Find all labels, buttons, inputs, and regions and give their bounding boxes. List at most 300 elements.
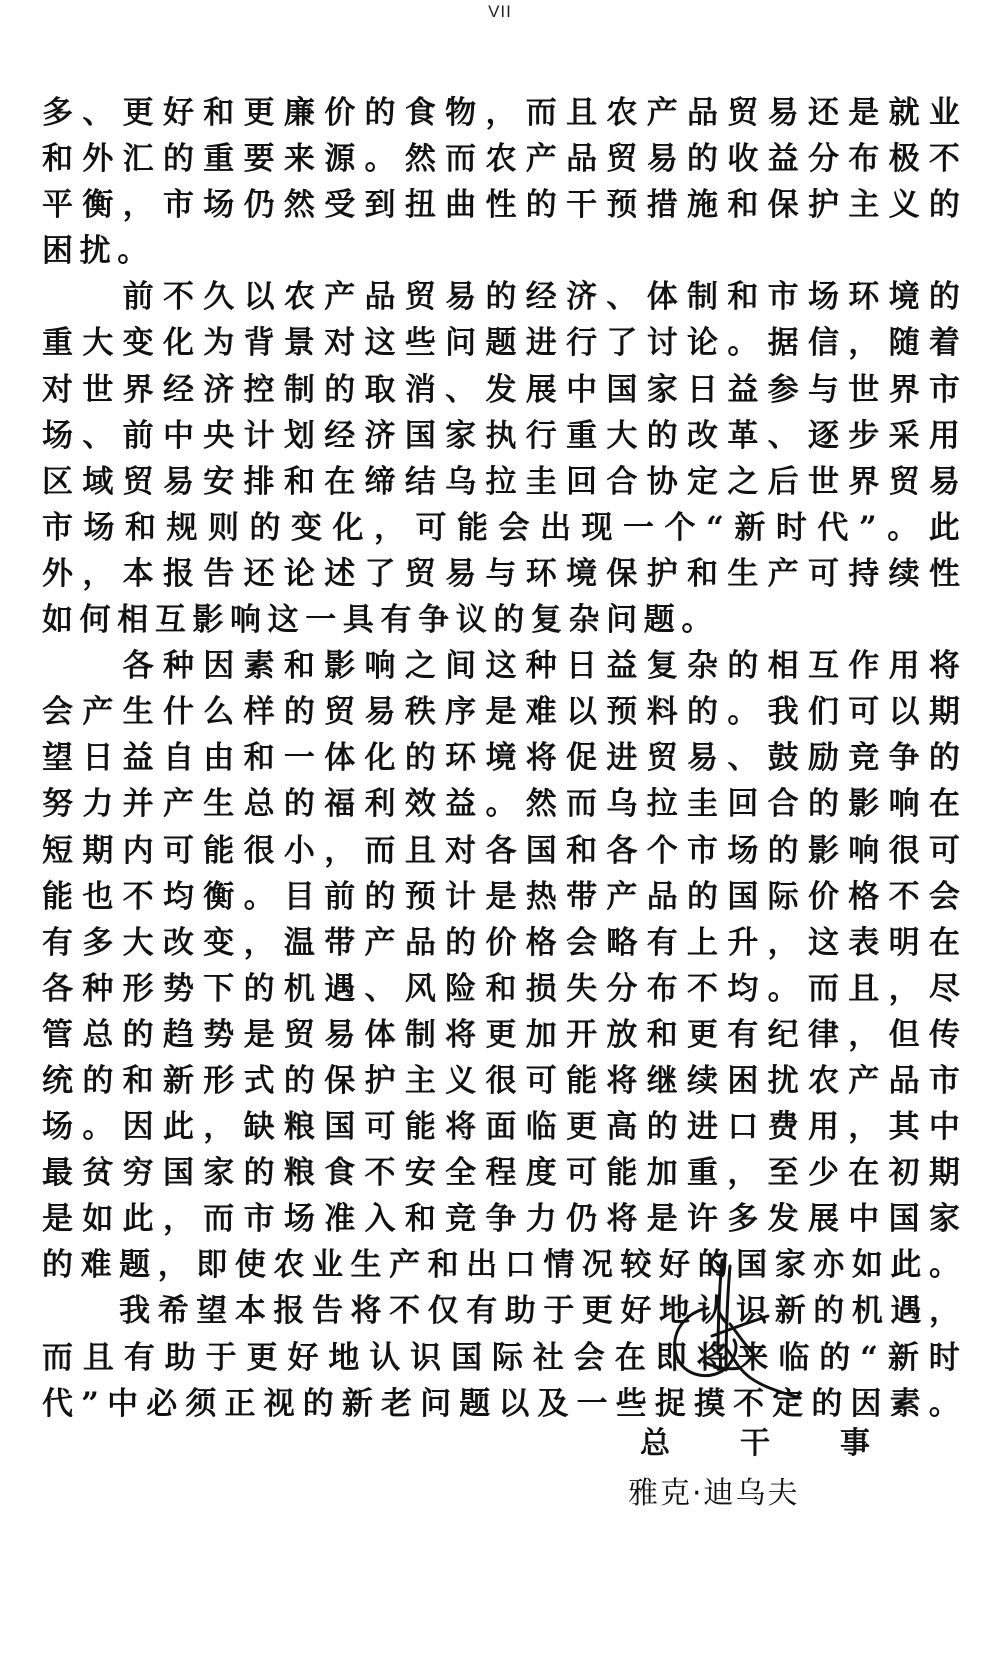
text-char: 措	[646, 187, 678, 224]
text-char: 安	[203, 463, 235, 500]
text-line	[42, 413, 960, 459]
text-char: 场	[807, 279, 839, 316]
text-char: 贫	[82, 1155, 114, 1192]
text-char: 贸	[324, 694, 356, 731]
text-char: 汇	[122, 141, 154, 178]
text-char: 杂	[568, 602, 607, 639]
text-char: 很	[485, 1062, 517, 1099]
text-char: 生	[727, 555, 759, 592]
text-char: 如	[42, 602, 80, 639]
text-char: 还	[243, 555, 275, 592]
text-char: 期	[82, 832, 114, 869]
text-char: 、	[82, 95, 114, 131]
text-char: 不	[162, 279, 194, 316]
text-char: 对	[324, 325, 356, 362]
text-char: 初	[888, 1155, 920, 1192]
text-char: 遇	[324, 970, 356, 1007]
text-char: 而	[525, 95, 557, 131]
text-char: 要	[243, 141, 275, 178]
signatory-name: 雅克·迪乌夫	[628, 1476, 800, 1511]
text-char: 以	[888, 694, 920, 731]
text-char: 况	[581, 1247, 613, 1284]
text-line	[42, 1196, 960, 1242]
text-char: 必	[146, 1385, 178, 1422]
text-char: 多	[727, 1201, 759, 1238]
text-char: 什	[162, 694, 194, 731]
text-char: 将	[696, 1339, 728, 1376]
text-char: 为	[203, 325, 235, 362]
text-char: 日	[687, 371, 718, 408]
text-char: 体	[324, 740, 356, 777]
text-char: 缺	[243, 1109, 275, 1146]
text-char: 逐	[807, 417, 839, 454]
text-char: 困	[727, 1062, 759, 1099]
text-char: 更	[581, 1293, 613, 1330]
text-char: 世	[807, 463, 839, 500]
text-char: 然	[525, 786, 557, 823]
text-char: 制	[283, 371, 315, 408]
text-char: 而	[42, 1339, 73, 1376]
text-line	[42, 505, 960, 551]
text-char: ，	[374, 509, 405, 546]
text-char: 较	[620, 1247, 652, 1284]
text-char: 更	[246, 1339, 278, 1376]
text-char: 我	[767, 694, 799, 731]
text-char: 义	[888, 187, 920, 224]
text-char: 不	[687, 970, 718, 1007]
text-char: 易	[445, 279, 477, 316]
text-char: “	[706, 509, 724, 546]
text-char: 在	[614, 1339, 646, 1376]
title-char: 事	[840, 1426, 870, 1461]
text-char: “	[860, 1339, 878, 1376]
paragraph	[42, 1288, 960, 1426]
text-char: 保	[767, 187, 799, 224]
text-char: 下	[203, 970, 235, 1007]
text-char: 变	[291, 509, 322, 546]
text-char: 展	[807, 1201, 839, 1238]
text-char: 问	[445, 325, 477, 362]
text-char: 间	[445, 648, 477, 685]
text-char: 进	[525, 325, 557, 362]
text-char: 可	[364, 1109, 396, 1146]
text-char: 有	[42, 924, 73, 961]
text-char: 期	[928, 1155, 960, 1192]
text-char: 市	[767, 279, 799, 316]
text-char: 济	[566, 279, 598, 316]
text-char: ，	[727, 1155, 759, 1192]
text-char: 纪	[767, 1016, 799, 1053]
text-char: ，	[157, 1247, 189, 1284]
text-char: 生	[122, 694, 154, 731]
text-char: 环	[525, 555, 557, 592]
text-char: 国	[525, 832, 557, 869]
text-char: 而	[203, 1201, 235, 1238]
text-char: 市	[162, 187, 194, 224]
text-char: 因	[203, 648, 235, 685]
text-char: 和	[203, 95, 235, 131]
text-char: 的	[928, 187, 960, 224]
text-char: 对	[445, 832, 477, 869]
text-char: 很	[243, 832, 275, 869]
text-char: 仅	[427, 1293, 459, 1330]
text-char: 。	[243, 878, 275, 915]
text-char: 论	[687, 325, 718, 362]
text-char: 望	[196, 1293, 228, 1330]
text-char: 如	[82, 1201, 114, 1238]
text-char: 消	[404, 371, 436, 408]
text-char: 以	[566, 694, 598, 731]
text-char: 、	[767, 417, 799, 454]
text-line	[42, 90, 960, 136]
text-char: 以	[243, 279, 275, 316]
text-char: 的	[813, 1293, 845, 1330]
text-char: 安	[404, 1155, 436, 1192]
text-char: 一	[623, 509, 654, 546]
text-char: 一	[305, 602, 343, 639]
text-char: 捉	[654, 1385, 686, 1422]
text-char: 亦	[813, 1247, 845, 1284]
text-char: 发	[767, 1201, 799, 1238]
text-char: 、	[82, 417, 114, 454]
page-number: VII	[488, 2, 512, 21]
text-char: 度	[525, 1155, 557, 1192]
text-char: 竞	[848, 740, 880, 777]
text-line	[42, 1058, 960, 1104]
text-char: 外	[82, 141, 114, 178]
text-char: 国	[606, 371, 638, 408]
text-char: 争	[418, 602, 456, 639]
text-char: 少	[807, 1155, 839, 1192]
text-char: 短	[42, 832, 73, 869]
text-char: 种	[162, 648, 194, 685]
text-char: 济	[203, 371, 235, 408]
text-char: 的	[646, 1109, 678, 1146]
text-char: 的	[811, 1385, 843, 1422]
text-char: 来	[737, 1339, 769, 1376]
text-char: 国	[162, 1155, 194, 1192]
text-char: 。	[887, 509, 919, 546]
text-char: 失	[566, 970, 598, 1007]
text-char: 代	[817, 509, 849, 546]
text-line	[42, 136, 960, 182]
text-char: 内	[122, 832, 154, 869]
text-char: 易	[687, 740, 718, 777]
text-char: 产	[767, 555, 799, 592]
text-char: 希	[157, 1293, 189, 1330]
text-char: 种	[525, 648, 557, 685]
text-char: 和	[727, 279, 759, 316]
text-char	[42, 1288, 73, 1334]
text-char: 农	[273, 1247, 305, 1284]
text-char: 复	[530, 602, 569, 639]
text-char: 。	[928, 1385, 960, 1422]
text-char: 的	[485, 279, 517, 316]
text-char: 的	[302, 1385, 334, 1422]
text-char: 的	[404, 740, 436, 777]
text-char: 执	[485, 417, 517, 454]
text-char: 和	[283, 648, 315, 685]
text-char: 划	[283, 417, 315, 454]
text-char: 产	[848, 1062, 880, 1099]
text-char: 界	[888, 371, 920, 408]
text-char: 明	[888, 924, 920, 961]
text-char: 和	[687, 555, 718, 592]
text-char: 风	[404, 970, 436, 1007]
title-char: 干	[740, 1426, 770, 1461]
text-char: 协	[646, 463, 678, 500]
text-char: 市	[928, 371, 960, 408]
text-char: 行	[525, 417, 557, 454]
text-char: 励	[807, 740, 839, 777]
text-char: 是	[243, 1016, 275, 1053]
text-char: 如	[851, 1247, 883, 1284]
text-char: 平	[42, 187, 73, 224]
text-char: 。	[727, 694, 759, 731]
text-char: 重	[203, 141, 235, 178]
text-char: 将	[445, 1016, 477, 1053]
text-char: 背	[243, 325, 275, 362]
text-char: 贸	[404, 555, 436, 592]
text-char: 能	[566, 1062, 598, 1099]
text-char: 和	[125, 509, 156, 546]
text-char: 议	[455, 602, 494, 639]
text-char: 采	[888, 417, 920, 454]
text-char: 序	[445, 694, 477, 731]
text-char: 缔	[364, 463, 396, 500]
text-char: 的	[364, 95, 396, 131]
text-char: 持	[848, 555, 880, 592]
text-char: 变	[203, 924, 235, 961]
text-char: 体	[646, 279, 678, 316]
text-char: 程	[485, 1155, 517, 1192]
text-char: 的	[42, 1247, 73, 1284]
text-char: 的	[697, 1247, 729, 1284]
text-char: 乌	[606, 786, 638, 823]
text-char: 和	[404, 1201, 436, 1238]
text-char: 区	[42, 463, 73, 500]
text-char: 时	[928, 1339, 960, 1376]
text-char: 地	[328, 1339, 360, 1376]
text-char: 对	[42, 371, 73, 408]
text-char: 了	[364, 555, 396, 592]
text-char: 前	[324, 878, 356, 915]
text-char: 是	[485, 694, 517, 731]
text-char: 和	[42, 141, 73, 178]
text-char: 告	[311, 1293, 343, 1330]
text-char: 遇	[890, 1293, 922, 1330]
text-char: 各	[42, 970, 73, 1007]
text-char: 的	[493, 602, 531, 639]
text-char: 难	[525, 694, 557, 731]
text-char: 期	[928, 694, 960, 731]
text-char: 趋	[162, 1016, 194, 1053]
text-char: 素	[243, 648, 275, 685]
text-char: 产	[525, 141, 557, 178]
text-char: 在	[324, 463, 356, 500]
text-char: ”	[81, 1385, 99, 1422]
text-char: 题	[643, 602, 682, 639]
text-char: 场	[283, 1201, 315, 1238]
text-char: 计	[445, 878, 477, 915]
text-char: 题	[459, 1385, 491, 1422]
text-char: 些	[404, 325, 436, 362]
text-char: 杂	[687, 648, 718, 685]
text-char: 易	[767, 95, 799, 131]
text-char: 外	[42, 555, 73, 592]
text-char: 中	[848, 1201, 880, 1238]
text-char: 价	[324, 95, 356, 131]
text-char: 入	[364, 1201, 396, 1238]
text-char: 日	[82, 740, 114, 777]
text-char: 干	[566, 187, 598, 224]
text-char: 市	[42, 509, 73, 546]
text-char: ，	[485, 95, 517, 131]
text-char: 何	[79, 602, 118, 639]
text-char: 而	[364, 832, 396, 869]
text-char: 。	[364, 141, 396, 178]
text-char: 且	[82, 1339, 114, 1376]
handwritten-signature	[668, 1250, 810, 1402]
text-char: 大	[82, 325, 114, 362]
text-char: 能	[404, 1109, 436, 1146]
text-char: 传	[928, 1016, 960, 1053]
text-char: 个	[664, 509, 696, 546]
text-line	[42, 874, 960, 920]
text-char: ”	[858, 509, 877, 546]
text-char: 场	[83, 509, 115, 546]
text-char: 助	[164, 1339, 196, 1376]
text-char	[42, 643, 73, 689]
text-char: 价	[485, 924, 517, 961]
text-char: 了	[606, 325, 638, 362]
text-char: 保	[324, 1062, 356, 1099]
text-char: 衡	[82, 187, 114, 224]
text-char: 产	[324, 279, 356, 316]
text-char: 扰	[79, 233, 118, 270]
text-char: 。	[485, 786, 517, 823]
text-char: 种	[82, 970, 114, 1007]
text-char: 可	[928, 832, 960, 869]
text-char: 益	[122, 740, 154, 777]
text-char: 将	[606, 1201, 638, 1238]
text-char: 衡	[203, 878, 235, 915]
text-char: 大	[122, 924, 154, 961]
text-char: 努	[42, 786, 73, 823]
text-char: 的	[525, 187, 557, 224]
text-char: 互	[154, 602, 193, 639]
text-char: 即	[196, 1247, 228, 1284]
text-char: 产	[646, 95, 678, 131]
text-char: 的	[928, 740, 960, 777]
text-char: 革	[727, 417, 759, 454]
text-char: 的	[243, 1155, 275, 1192]
text-line	[42, 320, 960, 366]
text-char: 是	[42, 1201, 73, 1238]
text-char: 和	[243, 740, 275, 777]
text-char: 中	[928, 1109, 960, 1146]
text-char: 扭	[404, 187, 436, 224]
text-line	[42, 367, 960, 413]
text-char: ，	[928, 1293, 960, 1330]
text-char: 。	[727, 325, 759, 362]
text-char: 机	[283, 970, 315, 1007]
text-char: 会	[573, 1339, 605, 1376]
text-line	[42, 228, 960, 274]
text-char: 回	[566, 463, 598, 500]
text-char: 福	[324, 786, 356, 823]
text-char: 一	[576, 1385, 608, 1422]
text-char: 义	[445, 1062, 477, 1099]
text-char: 更	[243, 95, 275, 131]
text-line	[42, 735, 960, 781]
text-char: 进	[687, 1109, 718, 1146]
text-char: 响	[848, 832, 880, 869]
text-char: ，	[324, 832, 356, 869]
text-line	[42, 1335, 960, 1381]
text-char: 全	[445, 1155, 477, 1192]
text-char: 还	[807, 95, 839, 131]
text-char: 境	[566, 555, 598, 592]
text-char: 。	[82, 1109, 114, 1146]
text-char: 的	[82, 1062, 114, 1099]
text-char: 贸	[646, 740, 678, 777]
text-char: 于	[543, 1293, 575, 1330]
text-char: 的	[928, 279, 960, 316]
text-char: 将	[525, 740, 557, 777]
text-char: 升	[727, 924, 759, 961]
text-char: 将	[928, 648, 960, 685]
text-char: 的	[445, 924, 477, 961]
text-char: 以	[498, 1385, 530, 1422]
text-char: ，	[243, 924, 275, 961]
text-char: 制	[687, 279, 718, 316]
text-char: 化	[364, 740, 396, 777]
text-char: 报	[273, 1293, 305, 1330]
text-char: 的	[819, 1339, 851, 1376]
text-char: 视	[263, 1385, 295, 1422]
text-char: 重	[566, 417, 598, 454]
text-char: 的	[283, 694, 315, 731]
text-char: 续	[687, 1062, 718, 1099]
text-char: 境	[485, 740, 517, 777]
text-char: 收	[727, 141, 759, 178]
text-char: 须	[185, 1385, 217, 1422]
text-char: 此	[890, 1247, 922, 1284]
text-char: 些	[615, 1385, 647, 1422]
text-char: 好	[287, 1339, 319, 1376]
text-char: 的	[727, 648, 759, 685]
text-line	[42, 597, 960, 643]
text-char: 境	[888, 279, 920, 316]
text-char: 制	[404, 1016, 436, 1053]
text-char: 然	[404, 141, 436, 178]
text-char: 定	[772, 1385, 804, 1422]
text-char: 施	[687, 187, 718, 224]
text-line	[42, 551, 960, 597]
text-char: 样	[243, 694, 275, 731]
text-char: 景	[283, 325, 315, 362]
text-char: 能	[457, 509, 488, 546]
text-char: 即	[655, 1339, 687, 1376]
text-char: 界	[848, 463, 880, 500]
text-char: 定	[687, 463, 718, 500]
paragraph	[42, 274, 960, 643]
text-char: 易	[646, 141, 678, 178]
text-char: 变	[122, 325, 154, 362]
text-char: 促	[566, 740, 598, 777]
text-char: 圭	[687, 786, 718, 823]
